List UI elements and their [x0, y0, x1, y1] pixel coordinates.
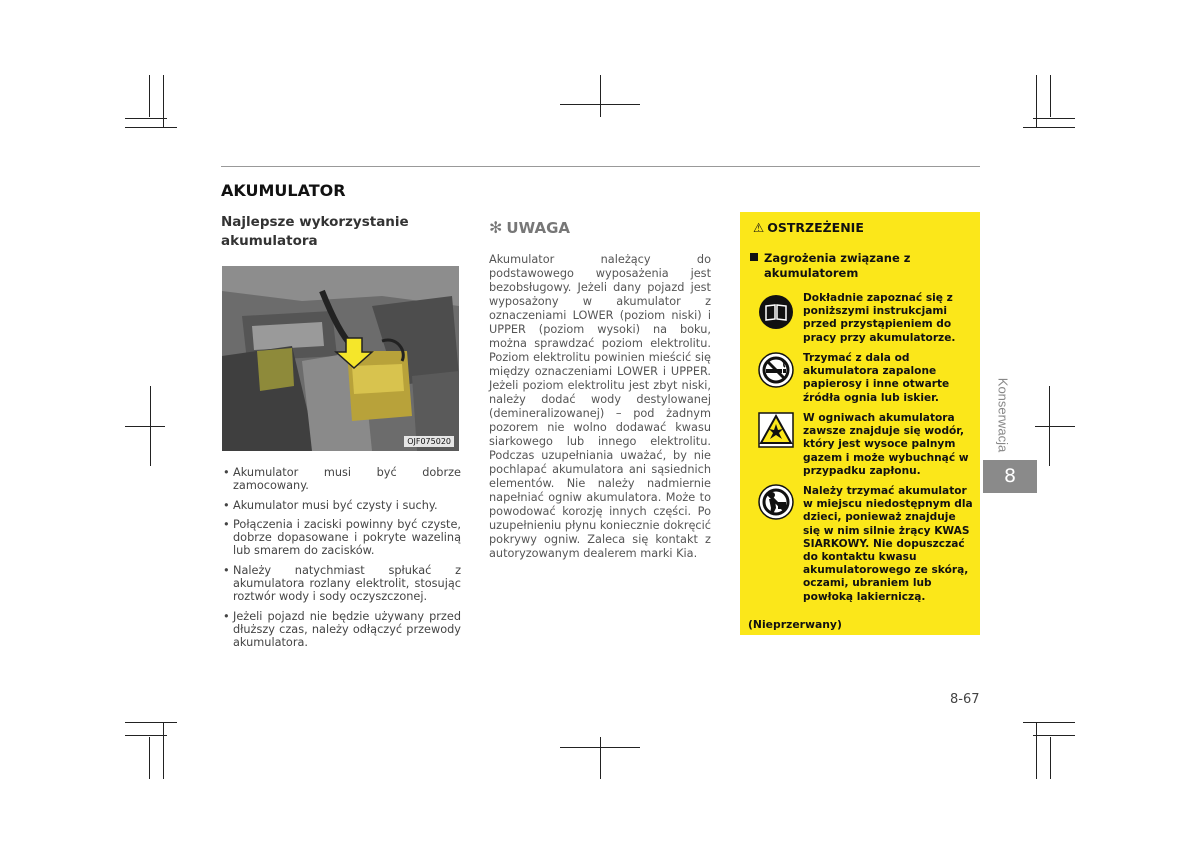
- bullet-dot-icon: •: [223, 609, 230, 623]
- warning-item-text: W ogniwach akumulatora zawsze znajduje się wodór, który jest wysoce palnym gazem i może wybuchnąć w przypadku zapłonu.: [803, 412, 969, 477]
- warning-triangle-icon: ⚠: [753, 220, 765, 235]
- warning-box: [740, 212, 980, 635]
- engine-bay-illustration: [222, 266, 459, 451]
- caution-heading: ✻ UWAGA: [489, 218, 570, 237]
- list-item: • Jeżeli pojazd nie będzie używany przed dłuższy czas, należy odłączyć przewody akumulatora.: [223, 609, 461, 650]
- list-item: • Akumulator musi być czysty i suchy.: [223, 498, 438, 512]
- bullet-dot-icon: •: [223, 498, 230, 512]
- list-item: • Należy natychmiast spłukać z akumulatora rozlany elektrolit, stosując roztwór wody i sody oczyszczonej.: [223, 563, 461, 604]
- list-item: • Połączenia i zaciski powinny być czyste, dobrze dopasowane i pokryte wazeliną lub smarem do zacisków.: [223, 517, 461, 558]
- caution-text: Akumulator należący do podstawowego wyposażenia jest bezobsługowy. Jeżeli dany pojazd jest wyposażony w akumulator z oznaczeniami LOWER (poziom niski) i UPPER (poziom wysoki) na boku, można sprawdzać poziom elektrolitu. Poziom elektrolitu powinien mieścić się między oznaczeniami LOWER i UPPER. Jeżeli poziom elektrolitu jest zbyt niski, należy dodać wody destylowanej (demineralizowanej) – pod żadnym pozorem nie wolno dodawać kwasu siarkowego lub innego elektrolitu. Podczas uzupełniania uważać, by nie pochlapać akumulatora ani sąsiednich elementów. Nie należy nadmiernie napełniać ogniw akumulatora. Może to powodować korozję innych części. Po uzupełnieniu płynu koniecznie dokręcić pokrywy ogniw. Zaleca się kontakt z autoryzowanym dealerem marki Kia.: [489, 253, 711, 560]
- chapter-tab: 8: [983, 460, 1037, 493]
- list-item: • Akumulator musi być dobrze zamocowany.: [223, 466, 461, 493]
- maintenance-bullet-list: [221, 466, 461, 656]
- explosion-icon: [758, 412, 794, 448]
- subsection-title-line2: akumulatora: [221, 233, 318, 249]
- warning-item-text: Należy trzymać akumulator w miejscu niedostępnym dla dzieci, ponieważ znajduje się w nim silnie żrący KWAS SIARKOWY. Nie dopuszczać do kontaktu kwasu akumulatorowego ze skórą, oczami, ubraniem lub powłoką lakierniczą.: [803, 485, 973, 603]
- photo-code: OJF075020: [404, 436, 454, 447]
- header-rule: [221, 166, 980, 167]
- section-title: AKUMULATOR: [221, 181, 346, 200]
- no-smoking-icon: [758, 352, 794, 388]
- subsection-title: [221, 213, 451, 251]
- warning-item-text: Dokładnie zapoznać się z poniższymi instrukcjami przed przystąpieniem do pracy przy akumulatorze.: [803, 292, 956, 344]
- keep-away-children-icon: [758, 484, 794, 520]
- subsection-title-line1: Najlepsze wykorzystanie: [221, 214, 409, 230]
- warning-heading: ⚠ OSTRZEŻENIE: [753, 220, 864, 235]
- warning-subheading: Zagrożenia związane z akumulatorem: [750, 251, 972, 280]
- section-side-label: Konserwacja: [995, 377, 1010, 453]
- caution-star-icon: ✻: [489, 218, 503, 237]
- engine-bay-photo: [222, 266, 459, 451]
- bullet-dot-icon: •: [223, 517, 230, 531]
- book-icon: [758, 294, 794, 330]
- bullet-dot-icon: •: [223, 466, 230, 479]
- warning-footer: (Nieprzerwany): [748, 618, 842, 631]
- page-number: 8-67: [950, 692, 980, 707]
- square-bullet-icon: [750, 253, 758, 261]
- warning-item-text: Trzymać z dala od akumulatora zapalone papierosy i inne otwarte źródła ognia lub iskier.: [803, 352, 950, 404]
- bullet-dot-icon: •: [223, 563, 230, 577]
